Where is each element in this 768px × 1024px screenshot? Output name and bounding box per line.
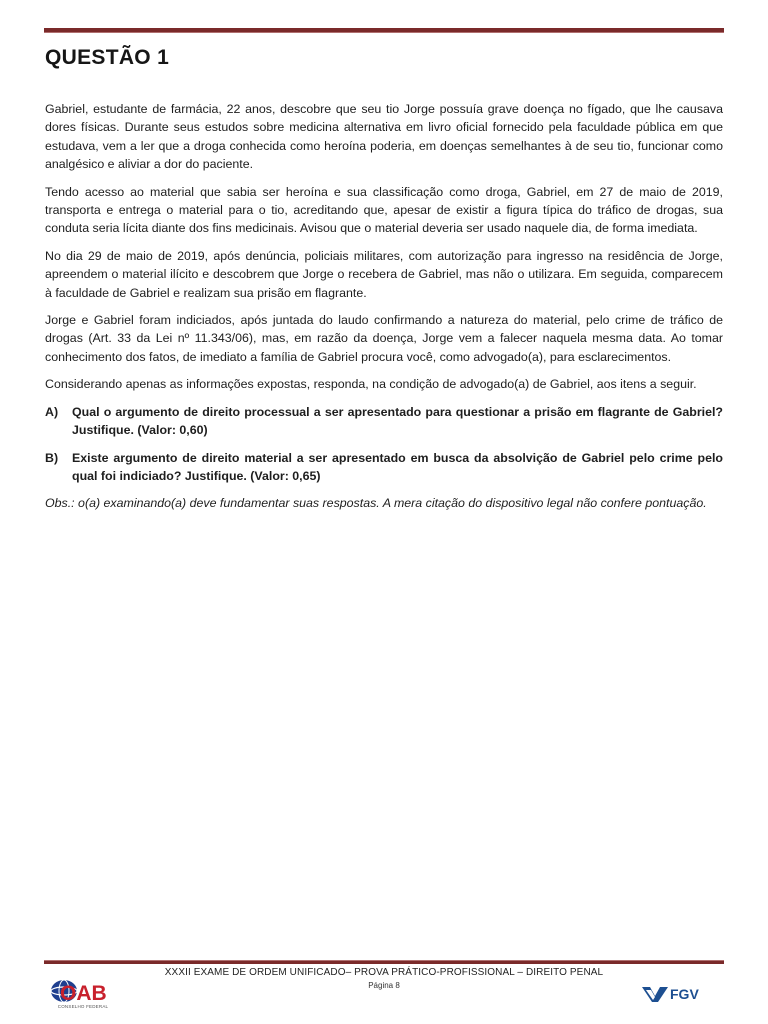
question-text: Qual o argumento de direito processual a ser apresentado para questionar a prisão em flagrante de Gabriel? Justifique. (Valor: 0,60) — [72, 404, 723, 438]
paragraph-3: No dia 29 de maio de 2019, após denúncia, policiais militares, com autorização para ingresso na residência de Jorge, apreendem o material ilícito e descobrem que Jorge o recebera de Gabriel, mas não o utilizara. Em seguida, comparecem à faculdade de Gabriel e realizam sua prisão em flagrante. — [45, 248, 723, 300]
question-letter: A) — [45, 404, 59, 419]
question-text: Existe argumento de direito material a ser apresentado em busca da absolvição de Gabriel pelo crime pelo qual foi indiciado? Justifique. (Valor: 0,65) — [72, 450, 723, 483]
question-body — [45, 100, 723, 522]
question-title: QUESTÃO 1 — [45, 46, 170, 69]
fgv-logo-text: FGV — [670, 986, 699, 1002]
observation-note: Obs.: o(a) examinando(a) deve fundamentar suas respostas. A mera citação do dispositivo legal não confere pontuação. — [45, 496, 707, 511]
question-item-a — [45, 403, 723, 440]
fgv-logo-icon — [640, 982, 706, 1004]
paragraph-4: Jorge e Gabriel foram indiciados, após juntada do laudo confirmando a natureza do material, pelo crime de tráfico de drogas (Art. 33 da Lei nº 11.343/06), mas, em razão da doença, Jorge vem a falecer naquela mesma data. Ao tomar conhecimento dos fatos, de imediato a família de Gabriel procura você, como advogado(a), para esclarecimentos. — [45, 313, 723, 364]
paragraph-2: Tendo acesso ao material que sabia ser heroína e sua classificação como droga, Gabriel, em 27 de maio de 2019, transporta e entrega o material para o tio, acreditando que, apesar de existir a figura típica do tráfico de drogas, sua conduta seria lícita diante dos fins medicinais. Avisou que o material deveria ser usado naquele dia, de forma imediata. — [45, 184, 723, 236]
footer-rule — [44, 960, 724, 964]
footer-exam-title: XXXII EXAME DE ORDEM UNIFICADO– PROVA PRÁTICO-PROFISSIONAL – DIREITO PENAL — [164, 967, 604, 978]
paragraph-1: Gabriel, estudante de farmácia, 22 anos, descobre que seu tio Jorge possuía grave doença no fígado, que lhe causava dores físicas. Durante seus estudos sobre medicina alternativa em livro oficial fornecido pela faculdade pública em que estudava, vem a ler que a droga conhecida como heroína poderia, em doenças semelhantes à de seu tio, funcionar como analgésico e aliviar a dor do paciente. — [45, 102, 723, 172]
question-item-b — [45, 449, 723, 486]
paragraph-5: Considerando apenas as informações expostas, responda, na condição de advogado(a) de Gabriel, aos itens a seguir. — [45, 377, 697, 392]
footer-page-number: Página 8 — [368, 981, 400, 990]
oab-caption: CONSELHO FEDERAL — [57, 1004, 109, 1009]
oab-logo-text: OAB — [60, 982, 107, 1005]
question-letter: B) — [45, 450, 59, 465]
header-rule — [44, 28, 724, 33]
